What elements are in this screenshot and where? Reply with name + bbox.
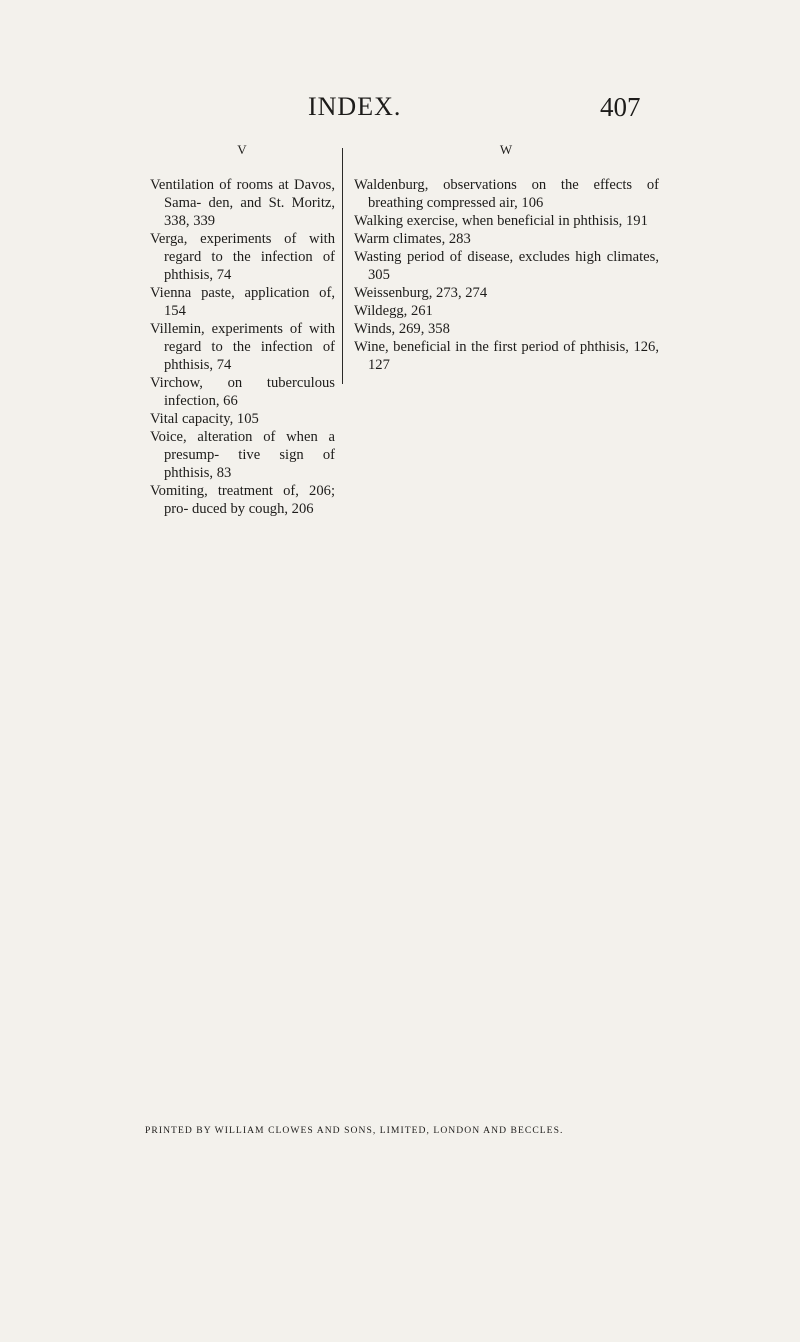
entry-list-w [354,176,659,374]
printer-imprint: PRINTED BY WILLIAM CLOWES AND SONS, LIMITED, LONDON AND BECCLES. [145,1125,564,1136]
index-entry: Voice, alteration of when a presump- tive sign of phthisis, 83 [150,429,335,481]
index-entry: Virchow, on tuberculous infection, 66 [150,375,335,409]
page-title: INDEX. [308,92,402,121]
index-entry: Vital capacity, 105 [150,411,259,427]
index-entry: Ventilation of rooms at Davos, Sama- den, and St. Moritz, 338, 339 [150,177,335,229]
column-divider [342,148,343,384]
index-column-v [150,140,335,518]
section-letter-v: V [237,142,248,157]
entry-list-v [150,176,335,518]
index-entry: Winds, 269, 358 [354,321,450,337]
index-entry: Walking exercise, when beneficial in phthisis, 191 [354,213,648,229]
index-entry: Villemin, experiments of with regard to the infection of phthisis, 74 [150,321,335,373]
index-entry: Vomiting, treatment of, 206; pro- duced by cough, 206 [150,483,335,517]
section-letter-w: W [499,142,514,157]
index-entry: Vienna paste, application of, 154 [150,285,335,319]
index-entry: Weissenburg, 273, 274 [354,285,488,301]
index-column-w [354,140,659,374]
page-number: 407 [600,92,641,122]
index-entry: Waldenburg, observations on the effects of breathing compressed air, 106 [354,177,659,211]
index-entry: Verga, experiments of with regard to the infection of phthisis, 74 [150,231,335,283]
index-entry: Warm climates, 283 [354,231,471,247]
index-entry: Wasting period of disease, excludes high climates, 305 [354,249,659,283]
page-header [0,92,800,128]
index-entry: Wine, beneficial in the first period of phthisis, 126, 127 [354,339,659,373]
index-entry: Wildegg, 261 [354,303,433,319]
